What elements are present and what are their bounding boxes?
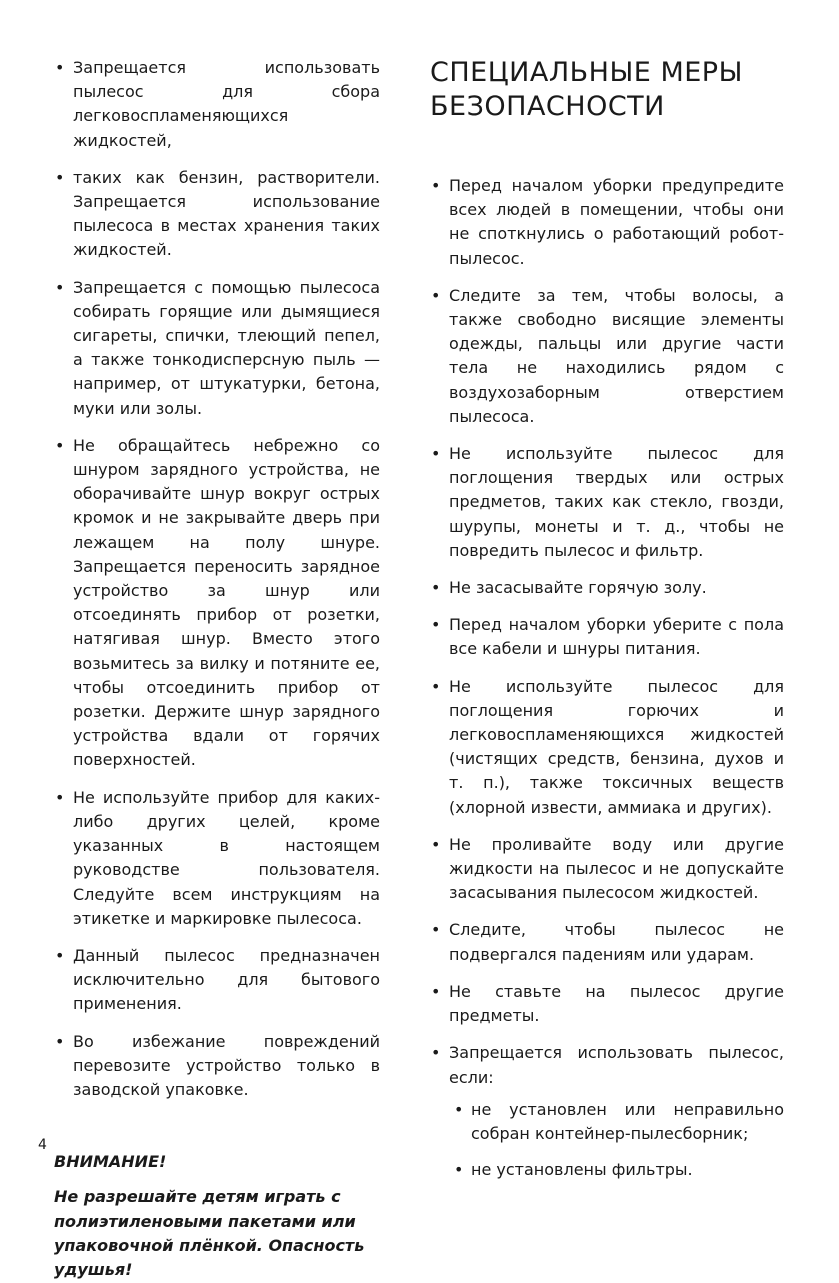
warning-text: Не разрешайте детям играть с полиэтиленовыми пакетами или упаковочной плёнкой. Опасность удушья! <box>54 1187 365 1280</box>
list-item-with-sublist <box>430 1041 784 1182</box>
list-item: • Во избежание повреждений перевозите устройство только в заводской упаковке. <box>54 1030 380 1103</box>
warning-title: ВНИМАНИЕ! <box>54 1152 167 1172</box>
list-item: • таких как бензин, растворители. Запрещается использование пылесоса в местах хранения таких жидкостей. <box>54 166 380 263</box>
sub-list-item: • не установлены фильтры. <box>449 1158 784 1182</box>
list-item: • Перед началом уборки предупредите всех людей в помещении, чтобы они не споткнулись о работающий робот-пылесос. <box>430 174 784 271</box>
section-heading: СПЕЦИАЛЬНЫЕ МЕРЫ БЕЗОПАСНОСТИ <box>430 57 743 122</box>
list-item: • Не проливайте воду или другие жидкости на пылесос и не допускайте засасывания пылесосом жидкостей. <box>430 833 784 906</box>
list-item: • Не используйте пылесос для поглощения горючих и легковоспламеняющихся жидкостей (чистящих средств, бензина, духов и т. п.), также токсичных веществ (хлорной извести, аммиака и других). <box>430 675 784 820</box>
page-number: 4 <box>38 1137 47 1153</box>
list-item: • Следите за тем, чтобы волосы, а также свободно висящие элементы одежды, пальцы или другие части тела не находились рядом с воздухозаборным отверстием пылесоса. <box>430 284 784 429</box>
list-item: • Не используйте прибор для каких-либо других целей, кроме указанных в настоящем руководстве пользователя. Следуйте всем инструкциям на этикетке и маркировке пылесоса. <box>54 786 380 931</box>
right-bullet-list <box>430 174 784 1182</box>
left-bullet-list <box>54 56 380 1102</box>
list-item: • Запрещается с помощью пылесоса собирать горящие или дымящиеся сигареты, спички, тлеющий пепел, а также тонкодисперсную пыль — например, от штукатурки, бетона, муки или золы. <box>54 276 380 421</box>
right-column <box>430 56 784 1195</box>
list-item-text: Запрещается использовать пылесос, если: <box>449 1043 784 1087</box>
list-item: • Данный пылесос предназначен исключительно для бытового применения. <box>54 944 380 1017</box>
list-item: • Запрещается использовать пылесос для сбора легковоспламеняющихся жидкостей, <box>54 56 380 153</box>
list-item: • Не ставьте на пылесос другие предметы. <box>430 980 784 1028</box>
list-item: • Не обращайтесь небрежно со шнуром зарядного устройства, не оборачивайте шнур вокруг острых кромок и не закрывайте дверь при лежащем на полу шнуре. Запрещается переносить зарядное устройство за шнур или отсоединять прибор от розетки, натягивая шнур. Вместо этого возьмитесь за вилку и потяните ее, чтобы отсоединить прибор от розетки. Держите шнур зарядного устройства вдали от горячих поверхностей. <box>54 434 380 773</box>
list-item: • Не засасывайте горячую золу. <box>430 576 784 600</box>
left-column <box>54 56 380 1283</box>
list-item: • Не используйте пылесос для поглощения твердых или острых предметов, таких как стекло, гвозди, шурупы, монеты и т. д., чтобы не повредить пылесос и фильтр. <box>430 442 784 563</box>
sub-list-item: • не установлен или неправильно собран контейнер-пылесборник; <box>449 1098 784 1146</box>
list-item: • Следите, чтобы пылесос не подвергался падениям или ударам. <box>430 918 784 966</box>
list-item: • Перед началом уборки уберите с пола все кабели и шнуры питания. <box>430 613 784 661</box>
sub-bullet-list <box>449 1098 784 1183</box>
